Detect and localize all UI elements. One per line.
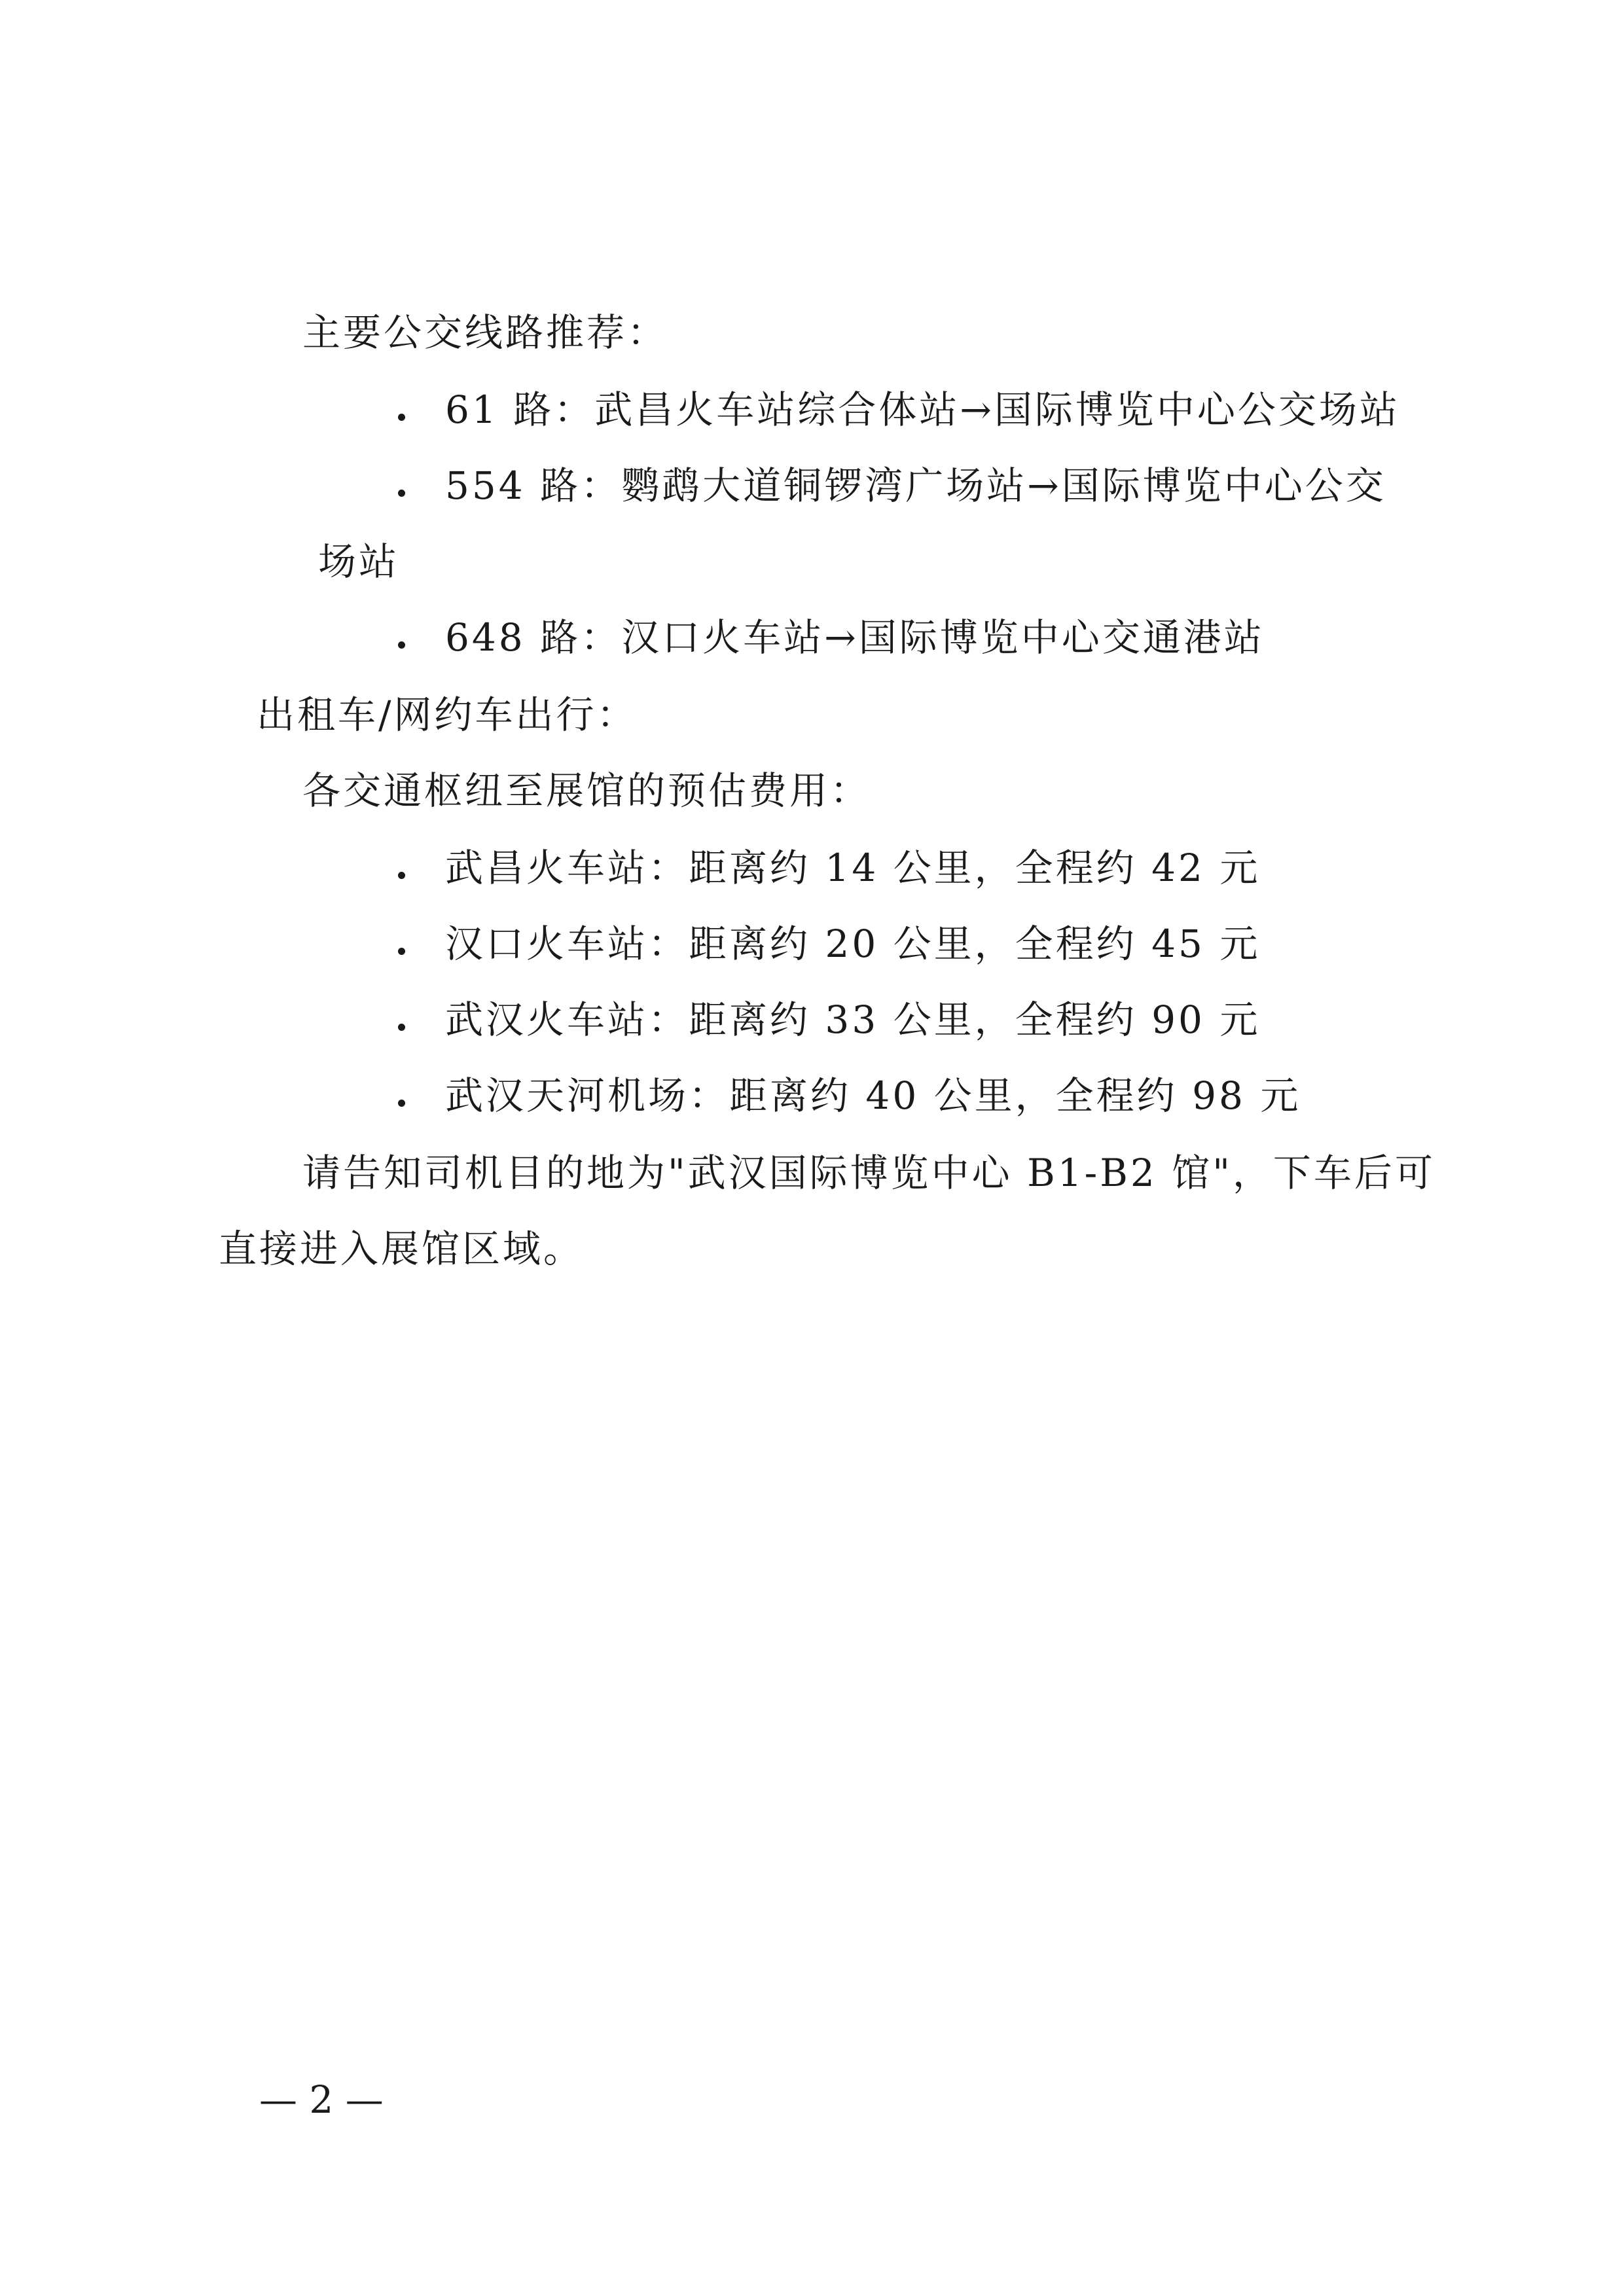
fare-wuchang: 武昌火车站：距离约 14 公里，全程约 42 元 xyxy=(445,846,1261,890)
bullet-icon xyxy=(398,872,405,879)
bus-route-61: 61 路：武昌火车站综合体站→国际博览中心公交场站 xyxy=(445,387,1400,432)
bus-heading: 主要公交线路推荐： xyxy=(302,310,668,355)
taxi-heading: 出租车/网约车出行： xyxy=(257,692,638,737)
bullet-icon xyxy=(398,641,405,649)
bus-route-648: 648 路：汉口火车站→国际博览中心交通港站 xyxy=(445,615,1265,660)
fare-wuhan: 武汉火车站：距离约 33 公里，全程约 90 元 xyxy=(445,997,1261,1042)
bullet-icon xyxy=(398,1024,405,1031)
taxi-note-line2: 直接进入展馆区域。 xyxy=(219,1227,585,1271)
bus-route-554: 554 路：鹦鹉大道铜锣湾广场站→国际博览中心公交 xyxy=(445,463,1386,508)
bus-route-554-continued: 场站 xyxy=(318,539,400,584)
taxi-note-line1: 请告知司机目的地为"武汉国际博览中心 B1-B2 馆"，下车后可 xyxy=(302,1151,1435,1195)
page-number: — 2 — xyxy=(259,2077,384,2122)
taxi-subheading: 各交通枢纽至展馆的预估费用： xyxy=(302,768,871,813)
fare-hankou: 汉口火车站：距离约 20 公里，全程约 45 元 xyxy=(445,922,1261,966)
bullet-icon xyxy=(398,490,405,497)
bullet-icon xyxy=(398,1100,405,1107)
bullet-icon xyxy=(398,414,405,421)
bullet-icon xyxy=(398,948,405,955)
fare-tianhe-airport: 武汉天河机场：距离约 40 公里，全程约 98 元 xyxy=(445,1073,1301,1118)
